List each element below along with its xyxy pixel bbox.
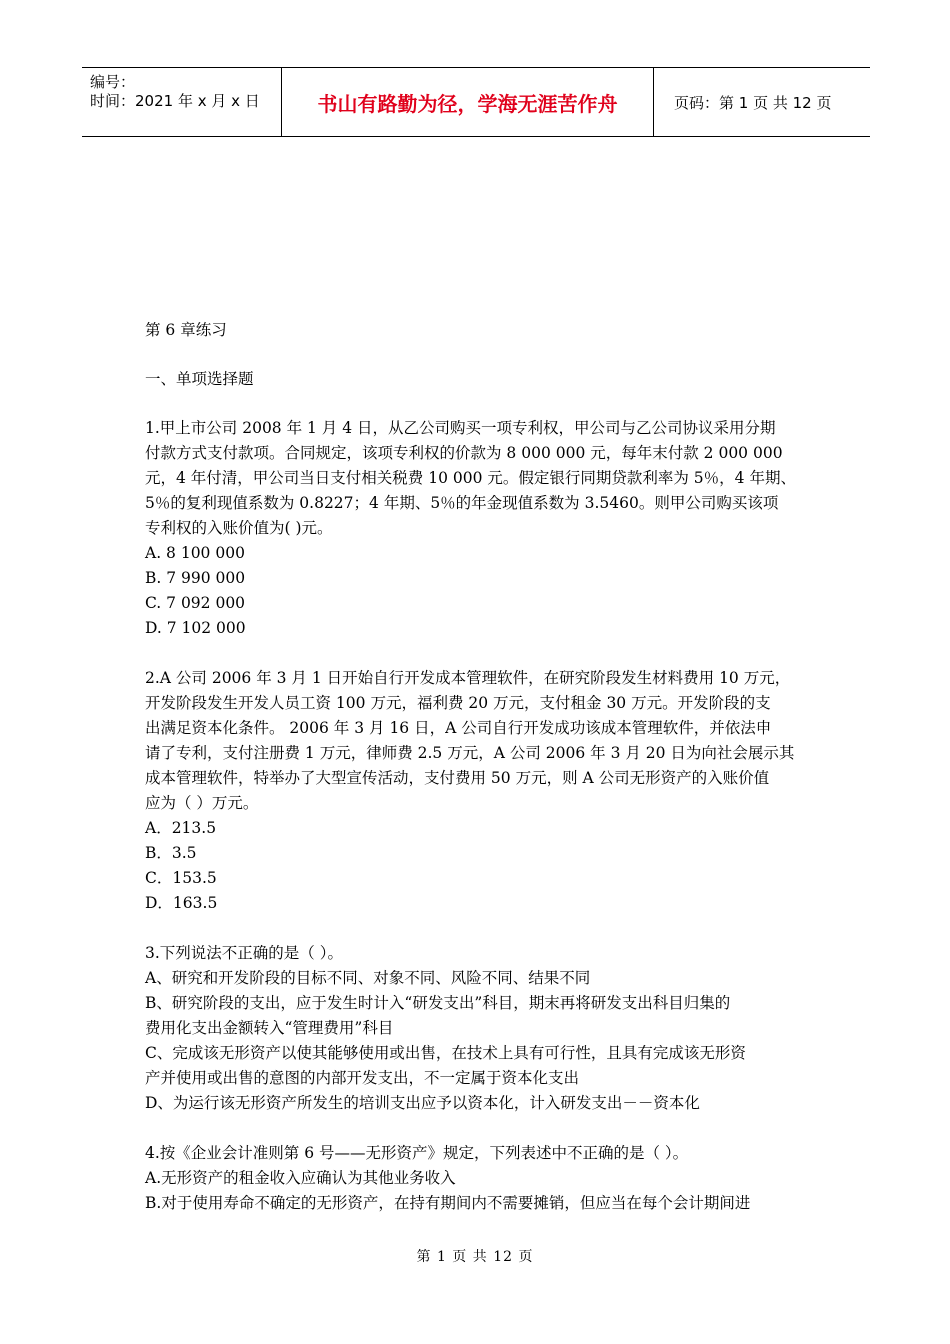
motto: 书山有路勤为径，学海无涯苦作舟 <box>282 68 654 136</box>
question-stem-line: 成本管理软件，特举办了大型宣传活动，支付费用 50 万元，则 A 公司无形资产的入账价值 <box>145 769 770 787</box>
section-title: 一、单项选择题 <box>145 370 254 388</box>
question-stem-line: 2.A 公司 2006 年 3 月 1 日开始自行开发成本管理软件，在研究阶段发生材料费用 10 万元， <box>145 669 791 687</box>
page-label-text: 页码：第 1 页 共 12 页 <box>674 93 832 112</box>
option-d: D．163.5 <box>145 894 218 912</box>
question-2 <box>145 666 815 916</box>
option-a: A、研究和开发阶段的目标不同、对象不同、风险不同、结果不同 <box>145 969 591 987</box>
question-stem-line: 开发阶段发生开发人员工资 100 万元，福利费 20 万元，支付租金 30 万元。开发阶段的支 <box>145 694 771 712</box>
question-stem-line: 3.下列说法不正确的是（ ）。 <box>145 944 343 962</box>
option-c-cont: 产并使用或出售的意图的内部开发支出，不一定属于资本化支出 <box>145 1069 580 1087</box>
option-b: B. 7 990 000 <box>145 569 246 587</box>
option-a: A. 8 100 000 <box>145 544 245 562</box>
option-b-cont: 费用化支出金额转入“管理费用”科目 <box>145 1019 394 1037</box>
option-a: A．213.5 <box>145 819 217 837</box>
page-footer: 第 1 页 共 12 页 <box>416 1249 534 1265</box>
time-label: 时间：2021 年 x 月 x 日 <box>90 92 260 110</box>
question-stem-line: 应为（ ）万元。 <box>145 794 259 812</box>
question-stem-line: 1.甲上市公司 2008 年 1 月 4 日，从乙公司购买一项专利权，甲公司与乙公司协议采用分期 <box>145 419 776 437</box>
option-c: C、完成该无形资产以使其能够使用或出售，在技术上具有可行性，且具有完成该无形资 <box>145 1044 746 1062</box>
question-stem-line: 专利权的入账价值为( )元。 <box>145 519 333 537</box>
question-1 <box>145 416 815 641</box>
question-stem-line: 付款方式支付款项。合同规定，该项专利权的价款为 8 000 000 元，每年末付款 2 000 000 <box>145 444 783 462</box>
question-stem-line: 出满足资本化条件。 2006 年 3 月 16 日，A 公司自行开发成功该成本管理软件，并依法申 <box>145 719 772 737</box>
header-meta-cell <box>82 68 282 136</box>
chapter-title: 第 6 章练习 <box>145 321 227 339</box>
question-stem-line: 4.按《企业会计准则第 6 号——无形资产》规定，下列表述中不正确的是（ ）。 <box>145 1144 689 1162</box>
option-b: B、研究阶段的支出，应于发生时计入“研发支出”科目，期末再将研发支出科目归集的 <box>145 994 731 1012</box>
page-label <box>664 68 870 136</box>
document-body <box>145 318 815 1216</box>
option-b: B.对于使用寿命不确定的无形资产，在持有期间内不需要摊销，但应当在每个会计期间进 <box>145 1194 751 1212</box>
option-d: D. 7 102 000 <box>145 619 246 637</box>
question-stem-line: 5％的复利现值系数为 0.8227；4 年期、5％的年金现值系数为 3.5460。则甲公司购买该项 <box>145 494 779 512</box>
number-label: 编号： <box>90 73 136 91</box>
option-b: B．3.5 <box>145 844 197 862</box>
option-c: C．153.5 <box>145 869 217 887</box>
question-4 <box>145 1141 815 1216</box>
header-table <box>82 67 870 137</box>
question-3 <box>145 941 815 1116</box>
option-a: A.无形资产的租金收入应确认为其他业务收入 <box>145 1169 456 1187</box>
option-c: C. 7 092 000 <box>145 594 246 612</box>
question-stem-line: 请了专利，支付注册费 1 万元，律师费 2.5 万元，A 公司 2006 年 3 月 20 日为向社会展示其 <box>145 744 795 762</box>
question-stem-line: 元，4 年付清，甲公司当日支付相关税费 10 000 元。假定银行同期贷款利率为 5％，4 年期、 <box>145 469 796 487</box>
option-d: D、为运行该无形资产所发生的培训支出应予以资本化，计入研发支出－－资本化 <box>145 1094 700 1112</box>
